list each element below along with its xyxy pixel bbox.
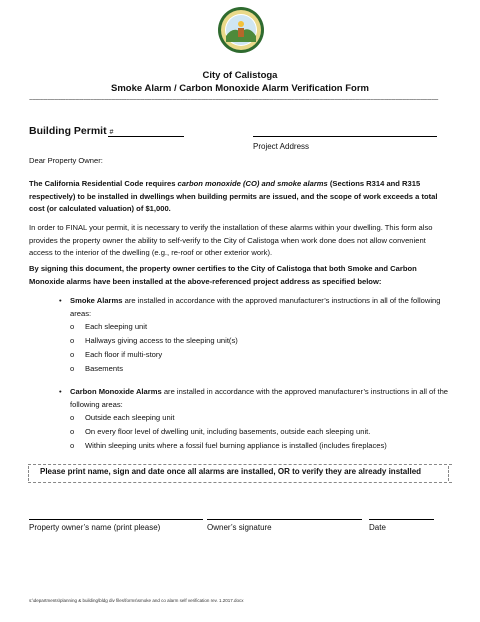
area-text: Within sleeping units where a fossil fuel burning appliance is installed (includes fireplaces) [85,441,387,450]
city-name: City of Calistoga [202,70,278,81]
owner-name-field[interactable] [29,519,203,520]
notice-box-left-edge [28,466,32,481]
notice-box-right-edge [448,466,452,481]
area-text: Outside each sleeping unit [85,413,175,422]
owner-name-label: Property owner’s name (print please) [29,523,161,532]
greeting: Dear Property Owner: [29,156,103,165]
co-alarm-item [29,386,451,453]
separator-line: ~~~~~~~~~~~~~~~~~~~~~~~~~~~~~~~~~~~~~~~~~~~~~~~~~~~~~~~~~~~~~~~~~~~~~~~~~~~~~~~~~~~~~~~~~~~~~~~~~~~~~~~~~~~~~~~~~~ [29,97,439,104]
certification-paragraph: By signing this document, the property owner certifies to the City of Calistoga that both Smoke and Carbon Monoxide alarms have been installed at the above-referenced project address as specified below: [29,264,417,286]
list-item [70,334,451,348]
form-title: Smoke Alarm / Carbon Monoxide Alarm Verification Form [111,83,369,94]
area-text: Each floor if multi-story [85,350,163,359]
notice-text: Please print name, sign and date once all alarms are installed, OR to verify they are already installed [40,467,422,476]
list-item [70,320,451,334]
circle-bullet-icon: o [70,350,75,359]
code-requirement-paragraph [29,178,451,216]
co-alarm-text: are installed in accordance with the approved manufacturer’s instructions in all of the following areas: [70,387,449,409]
bullet-icon: • [59,296,62,305]
circle-bullet-icon: o [70,322,75,331]
smoke-alarm-list [29,295,451,376]
co-alarm-list [29,386,451,453]
area-text: Hallways giving access to the sleeping unit(s) [85,336,238,345]
date-field[interactable] [369,519,434,520]
project-address-label: Project Address [253,142,310,151]
list-item [70,439,451,453]
para1-suffix: (Sections R314 and R315 respectively) to be installed in dwellings when building permits are issued, and the scope of work exceeds a total cost (or calculated valuation) of $1,000. [29,179,438,213]
final-permit-paragraph: In order to FINAL your permit, it is necessary to verify the installation of these alarms within your dwelling. This form also provides the property owner the ability to self-verify to the City of Calistoga when work done does not allow convenient access to the interior of the dwelling (e.g., re-roof or other exterior work). [29,223,433,257]
permit-hash: # [109,129,114,136]
list-item [70,362,451,376]
smoke-alarm-text: are installed in accordance with the approved manufacturer’s instructions in all of the following areas: [70,296,441,318]
area-text: Basements [85,364,123,373]
smoke-alarm-item [29,295,451,376]
city-seal-icon [217,6,265,54]
co-alarm-lead: Carbon Monoxide Alarms [70,387,162,396]
smoke-alarm-lead: Smoke Alarms [70,296,123,305]
para1-prefix: The California Residential Code requires [29,179,178,188]
area-text: On every floor level of dwelling unit, including basements, outside each sleeping unit. [85,427,371,436]
para1-italic: carbon monoxide (CO) and smoke alarms [177,179,328,188]
date-label: Date [369,523,386,532]
list-item [70,425,451,439]
smoke-alarm-areas [70,320,451,376]
building-permit-text: Building Permit [29,125,107,137]
circle-bullet-icon: o [70,441,75,450]
bullet-icon: • [59,387,62,396]
circle-bullet-icon: o [70,364,75,373]
circle-bullet-icon: o [70,427,75,436]
co-alarm-areas [70,411,451,453]
permit-number-field[interactable] [108,136,184,137]
circle-bullet-icon: o [70,413,75,422]
file-path-footer: s:\departments\planning & building\bldg div files\forms\smoke and co alarm self verification rev. 1.2017.docx [29,598,244,603]
list-item [70,411,451,425]
area-text: Each sleeping unit [85,322,148,331]
circle-bullet-icon: o [70,336,75,345]
list-item [70,348,451,362]
owner-signature-label: Owner’s signature [207,523,272,532]
project-address-field[interactable] [253,136,437,137]
building-permit-label [29,125,113,137]
owner-signature-field[interactable] [207,519,362,520]
